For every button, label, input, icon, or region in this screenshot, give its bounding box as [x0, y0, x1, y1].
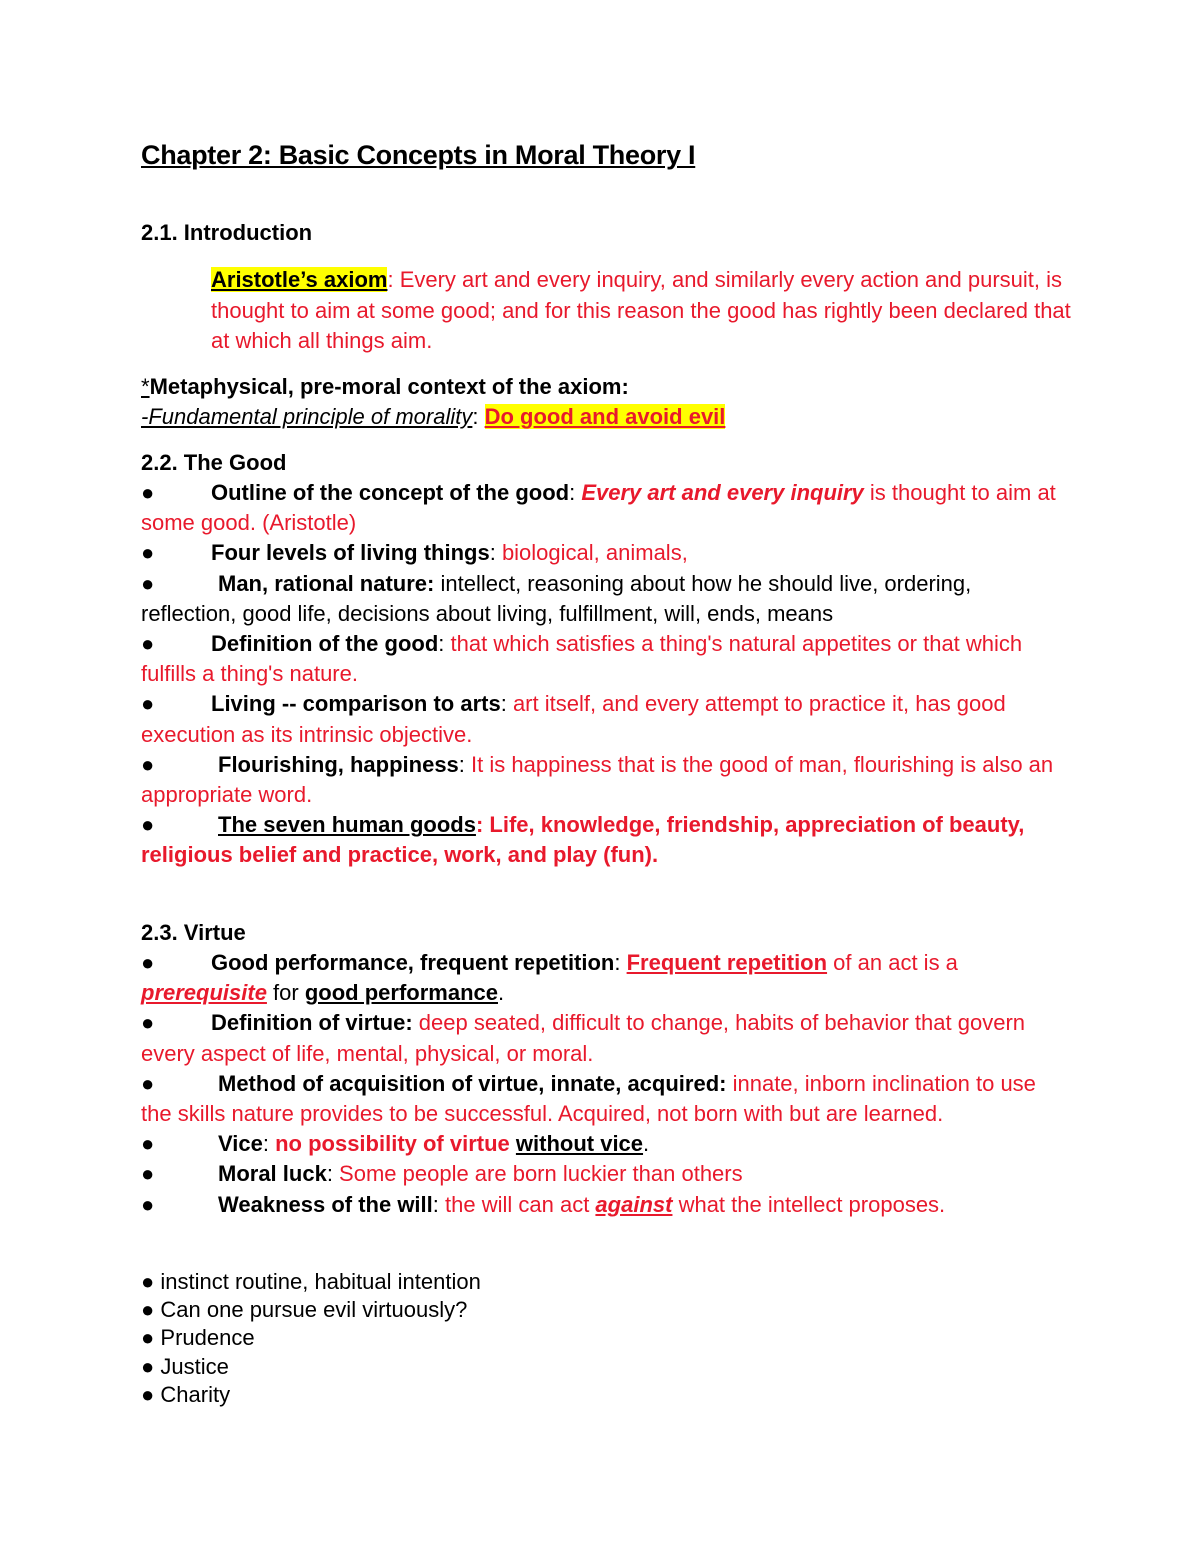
bullet-icon: ● [141, 1161, 155, 1187]
bullet-icon: ● [141, 1010, 155, 1036]
bullet-icon: ● [141, 540, 155, 566]
list-item: ● Justice [141, 1353, 229, 1379]
meta-heading-text: Metaphysical, pre-moral context of the axiom: [149, 374, 629, 399]
virtue-bullet-list [141, 948, 1071, 1220]
list-item: ● Man, rational nature: intellect, reasoning about how he should live, ordering, reflection, good life, decisions about living, fulfillment, will, ends, means [141, 570, 972, 626]
aristotle-axiom [211, 265, 1081, 357]
list-item: ● Flourishing, happiness: It is happiness that is the good of man, flourishing is also an appropriate word. [141, 751, 1054, 808]
bullet-icon: ● [141, 480, 155, 505]
list-item: ● Weakness of the will: the will can act against what the intellect proposes. [141, 1190, 1071, 1220]
list-item: ● Good performance, frequent repetition: Frequent repetition of an act is a prerequisite for good performance. [141, 950, 958, 1006]
list-item: ● Prudence [141, 1325, 255, 1351]
bullet-icon: ● [141, 691, 155, 717]
bullet-icon: ● [141, 570, 155, 596]
list-item: ● Moral luck: Some people are born luckier than others [141, 1159, 1071, 1189]
list-item: ● Method of acquisition of virtue, innate, acquired: innate, inborn inclination to use the skills nature provides to be successful. Acquired, not born with but are learned. [141, 1070, 1036, 1127]
list-item: ● Definition of virtue: deep seated, difficult to change, habits of behavior that govern every aspect of life, mental, physical, or moral. [141, 1010, 1026, 1066]
bullet-icon: ● [141, 1070, 155, 1096]
axiom-label: Aristotle’s axiom [211, 267, 388, 292]
list-item: ● Four levels of living things: biological, animals, [141, 538, 1071, 568]
bullet-icon: ● [141, 751, 155, 777]
good-bullet-list [141, 478, 1071, 871]
list-item: ● Vice: no possibility of virtue without vice. [141, 1129, 1071, 1159]
list-item: ● Charity [141, 1381, 231, 1407]
bullet-icon: ● [141, 950, 155, 975]
section-heading-virtue: 2.3. Virtue [141, 920, 246, 945]
principle-value: Do good and avoid evil [484, 404, 726, 429]
page-title: Chapter 2: Basic Concepts in Moral Theory I [141, 140, 696, 170]
bullet-icon: ● [141, 1191, 155, 1217]
meta-star: * [141, 374, 150, 399]
bullet-icon: ● [141, 631, 155, 657]
list-item: ● The seven human goods: Life, knowledge, friendship, appreciation of beauty, religious belief and practice, work, and play (fun). [141, 812, 1025, 868]
extra-notes-list [141, 1268, 481, 1409]
section-heading-introduction: 2.1. Introduction [141, 220, 313, 245]
meta-heading [141, 374, 629, 400]
fundamental-principle [141, 404, 725, 430]
list-item: ● instinct routine, habitual intention [141, 1269, 481, 1294]
list-item: ● Definition of the good: that which satisfies a thing's natural appetites or that which fulfills a thing's nature. [141, 631, 1023, 687]
list-item: ● Living -- comparison to arts: art itself, and every attempt to practice it, has good execution as its intrinsic objective. [141, 691, 1006, 747]
bullet-icon: ● [141, 812, 155, 838]
axiom-text: : Every art and every inquiry, and similarly every action and pursuit, is thought to aim at some good; and for this reason the good has rightly been declared that at which all things aim. [211, 267, 1071, 353]
principle-label: -Fundamental principle of morality [141, 404, 473, 429]
list-item: ● Outline of the concept of the good: Every art and every inquiry is thought to aim at some good. (Aristotle) [141, 480, 1056, 536]
bullet-icon: ● [141, 1131, 155, 1157]
list-item: ● Can one pursue evil virtuously? [141, 1297, 468, 1323]
section-heading-the-good: 2.2. The Good [141, 450, 287, 475]
principle-colon: : [472, 404, 485, 429]
